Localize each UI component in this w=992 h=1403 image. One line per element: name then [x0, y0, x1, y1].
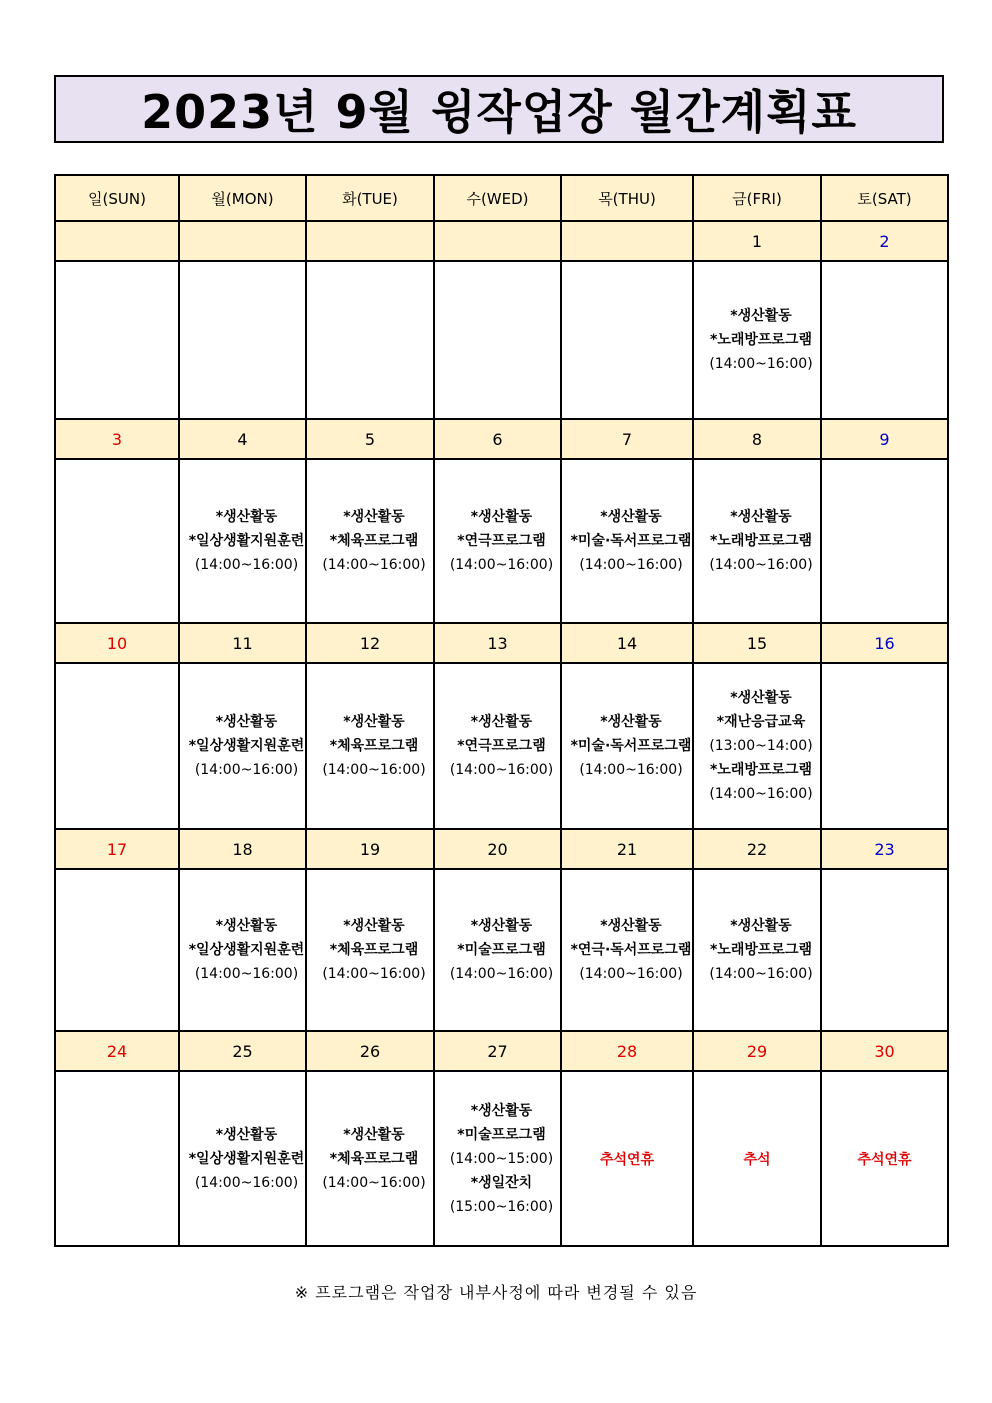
- weekday-header-thu: 목(THU): [561, 175, 693, 221]
- date-cell: 9: [821, 419, 948, 459]
- date-cell: 11: [179, 623, 306, 663]
- program-item: *미술·독서프로그램: [570, 533, 692, 549]
- date-cell: 25: [179, 1031, 306, 1071]
- program-item: *생산활동: [600, 714, 662, 730]
- schedule-cell: [821, 1071, 948, 1246]
- date-cell: 30: [821, 1031, 948, 1071]
- program-item: *생산활동: [600, 918, 662, 934]
- schedule-cell: [561, 261, 693, 419]
- schedule-cell: [55, 1071, 179, 1246]
- schedule-cell: [561, 869, 693, 1031]
- schedule-cell: [693, 1071, 821, 1246]
- program-item: *생산활동: [470, 1102, 533, 1119]
- date-cell: 20: [434, 829, 561, 869]
- schedule-cell: [693, 663, 821, 829]
- program-item: *미술프로그램: [457, 1126, 546, 1143]
- program-item: *생산활동: [343, 714, 405, 730]
- program-item: *생산활동: [600, 509, 662, 525]
- holiday-label: 추석연휴: [599, 1151, 655, 1168]
- program-item: *미술·독서프로그램: [570, 738, 692, 754]
- holiday-label: 추석연휴: [857, 1151, 912, 1168]
- schedule-row: [55, 1071, 948, 1246]
- program-item: *연극프로그램: [457, 738, 546, 754]
- schedule-cell: [306, 459, 434, 623]
- schedule-cell: [561, 663, 693, 829]
- date-cell: [55, 221, 179, 261]
- date-cell: 3: [55, 419, 179, 459]
- schedule-cell: [693, 261, 821, 419]
- program-item: *생산활동: [730, 509, 792, 525]
- schedule-cell: [179, 261, 306, 419]
- program-time: (14:00~16:00): [322, 762, 426, 778]
- program-item: *체육프로그램: [329, 942, 419, 958]
- date-cell: 24: [55, 1031, 179, 1071]
- program-item: *생산활동: [730, 918, 792, 934]
- schedule-cell: [434, 663, 561, 829]
- date-cell: 12: [306, 623, 434, 663]
- date-cell: 28: [561, 1031, 693, 1071]
- date-row: [55, 623, 948, 663]
- schedule-row: [55, 869, 948, 1031]
- schedule-cell: [306, 1071, 434, 1246]
- program-item: *생산활동: [470, 714, 533, 730]
- program-item: *일상생활지원훈련: [188, 942, 305, 958]
- date-cell: 16: [821, 623, 948, 663]
- schedule-cell: [821, 459, 948, 623]
- program-item: *체육프로그램: [329, 738, 419, 754]
- program-time: (14:00~16:00): [709, 356, 813, 372]
- schedule-cell: [561, 459, 693, 623]
- program-item: *노래방프로그램: [710, 533, 812, 549]
- date-row: [55, 221, 948, 261]
- weekday-header-sat: 토(SAT): [821, 175, 948, 221]
- program-item: *생산활동: [343, 1126, 405, 1143]
- date-cell: 14: [561, 623, 693, 663]
- program-time: (14:00~16:00): [194, 762, 299, 778]
- program-time: (14:00~16:00): [579, 762, 683, 778]
- date-cell: 10: [55, 623, 179, 663]
- program-item: *생산활동: [730, 308, 792, 324]
- program-item: *일상생활지원훈련: [188, 1150, 305, 1167]
- program-item: *생산활동: [470, 509, 533, 525]
- date-cell: 17: [55, 829, 179, 869]
- program-time: (14:00~16:00): [449, 557, 554, 573]
- weekday-header-fri: 금(FRI): [693, 175, 821, 221]
- program-time: (14:00~16:00): [194, 966, 299, 982]
- date-cell: 4: [179, 419, 306, 459]
- date-cell: [561, 221, 693, 261]
- date-cell: 13: [434, 623, 561, 663]
- schedule-cell: [693, 459, 821, 623]
- date-cell: 27: [434, 1031, 561, 1071]
- program-item: *일상생활지원훈련: [188, 738, 305, 754]
- title-box: [54, 75, 944, 143]
- program-item: *생산활동: [215, 714, 278, 730]
- program-time: (14:00~16:00): [709, 557, 813, 573]
- schedule-cell: [55, 261, 179, 419]
- program-item: *체육프로그램: [329, 533, 419, 549]
- date-cell: 23: [821, 829, 948, 869]
- program-item: *연극프로그램: [457, 533, 546, 549]
- schedule-cell: [55, 459, 179, 623]
- schedule-row: [55, 663, 948, 829]
- schedule-cell: [821, 869, 948, 1031]
- schedule-cell: [693, 869, 821, 1031]
- program-item: *노래방프로그램: [710, 762, 812, 778]
- date-cell: [306, 221, 434, 261]
- holiday-label: 추석: [743, 1151, 771, 1168]
- program-item: *생산활동: [343, 918, 405, 934]
- schedule-cell: [179, 869, 306, 1031]
- schedule-cell: [306, 663, 434, 829]
- program-time: (14:00~16:00): [449, 966, 554, 982]
- program-item: *생산활동: [215, 918, 278, 934]
- page-title: 2023년 9월 윙작업장 월간계획표: [141, 85, 857, 139]
- schedule-cell: [306, 869, 434, 1031]
- program-time: (14:00~15:00): [449, 1150, 554, 1167]
- program-time: (14:00~16:00): [194, 557, 299, 573]
- program-time: (14:00~16:00): [322, 1174, 426, 1191]
- date-cell: 26: [306, 1031, 434, 1071]
- date-cell: 1: [693, 221, 821, 261]
- date-row: [55, 1031, 948, 1071]
- weekday-header-mon: 월(MON): [179, 175, 306, 221]
- program-item: *체육프로그램: [329, 1150, 419, 1167]
- schedule-cell: [434, 459, 561, 623]
- schedule-cell: [434, 869, 561, 1031]
- program-time: (14:00~16:00): [709, 786, 813, 802]
- schedule-cell: [179, 459, 306, 623]
- date-cell: 5: [306, 419, 434, 459]
- program-item: *연극·독서프로그램: [570, 942, 692, 958]
- date-cell: 15: [693, 623, 821, 663]
- schedule-row: [55, 459, 948, 623]
- program-item: *생산활동: [730, 690, 792, 706]
- program-time: (14:00~16:00): [194, 1174, 299, 1191]
- date-cell: 6: [434, 419, 561, 459]
- weekday-header-wed: 수(WED): [434, 175, 561, 221]
- program-item: *생산활동: [470, 918, 533, 934]
- program-time: (14:00~16:00): [449, 762, 554, 778]
- program-item: *노래방프로그램: [710, 332, 812, 348]
- schedule-cell: [306, 261, 434, 419]
- date-cell: 7: [561, 419, 693, 459]
- program-time: (14:00~16:00): [579, 557, 683, 573]
- schedule-cell: [821, 261, 948, 419]
- weekday-header-row: [55, 175, 948, 221]
- program-time: (15:00~16:00): [449, 1198, 554, 1215]
- program-item: *생산활동: [215, 1126, 278, 1143]
- date-cell: 8: [693, 419, 821, 459]
- date-cell: 19: [306, 829, 434, 869]
- date-cell: 2: [821, 221, 948, 261]
- schedule-row: [55, 261, 948, 419]
- program-item: *생산활동: [343, 509, 405, 525]
- schedule-cell: [434, 261, 561, 419]
- date-cell: 21: [561, 829, 693, 869]
- program-time: (14:00~16:00): [322, 557, 426, 573]
- schedule-cell: [561, 1071, 693, 1246]
- schedule-cell: [179, 1071, 306, 1246]
- schedule-cell: [434, 1071, 561, 1246]
- date-cell: 18: [179, 829, 306, 869]
- weekday-header-tue: 화(TUE): [306, 175, 434, 221]
- schedule-cell: [55, 869, 179, 1031]
- weekday-header-sun: 일(SUN): [55, 175, 179, 221]
- program-time: (13:00~14:00): [709, 738, 813, 754]
- footnote: ※ 프로그램은 작업장 내부사정에 따라 변경될 수 있음: [294, 1283, 698, 1302]
- schedule-cell: [179, 663, 306, 829]
- date-row: [55, 419, 948, 459]
- program-item: *노래방프로그램: [710, 942, 812, 958]
- program-time: (14:00~16:00): [709, 966, 813, 982]
- program-item: *생일잔치: [470, 1174, 533, 1191]
- schedule-cell: [55, 663, 179, 829]
- date-cell: [179, 221, 306, 261]
- program-item: *미술프로그램: [457, 942, 546, 958]
- program-time: (14:00~16:00): [579, 966, 683, 982]
- calendar-table: [54, 174, 949, 1247]
- date-cell: [434, 221, 561, 261]
- program-time: (14:00~16:00): [322, 966, 426, 982]
- schedule-cell: [821, 663, 948, 829]
- date-row: [55, 829, 948, 869]
- date-cell: 22: [693, 829, 821, 869]
- program-item: *일상생활지원훈련: [188, 533, 305, 549]
- program-item: *재난응급교육: [716, 714, 806, 730]
- program-item: *생산활동: [215, 509, 278, 525]
- date-cell: 29: [693, 1031, 821, 1071]
